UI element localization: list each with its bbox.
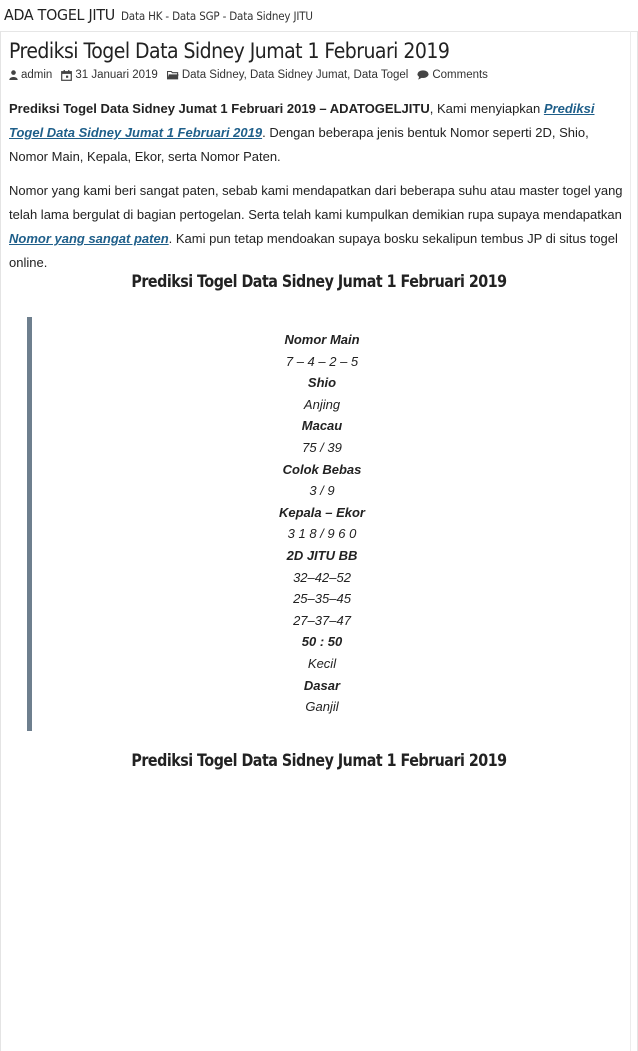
prediction-label: Dasar xyxy=(303,677,341,693)
folder-icon xyxy=(167,70,179,80)
user-icon xyxy=(9,70,18,80)
comment-icon xyxy=(417,70,429,80)
site-title-link[interactable]: ADA TOGEL JITU xyxy=(4,6,115,24)
prediction-label: Nomor Main xyxy=(284,332,360,347)
meta-categories xyxy=(167,69,409,81)
meta-comments[interactable] xyxy=(417,69,488,81)
intro-paragraph xyxy=(9,97,627,169)
intro-text-a: , Kami menyiapkan xyxy=(429,101,544,116)
second-text-a: Nomor yang kami beri sangat paten, sebab kami mendapatkan dari beberapa suhu atau master togel yang telah lama bergulat di bagian pertogelan. Serta telah kami kumpulkan demikian rupa supaya mendapatkan xyxy=(9,183,623,222)
prediction-blockquote xyxy=(34,329,610,718)
prediction-label: 50 : 50 xyxy=(301,634,343,650)
prediction-value: 3 / 9 xyxy=(309,483,335,499)
site-description: Data HK - Data SGP - Data Sidney JITU xyxy=(120,9,313,23)
scrollbar-track[interactable] xyxy=(630,31,638,1051)
nomor-paten-link[interactable]: Nomor yang sangat paten xyxy=(9,231,169,246)
intro-text-b: . Dengan beberapa jenis bentuk Nomor seperti 2D, Shio, Nomor Main, Kepala, Ekor, serta Nomor Paten. xyxy=(9,125,589,164)
site-header xyxy=(0,0,638,32)
meta-author-name[interactable]: admin xyxy=(21,69,53,81)
calendar-icon xyxy=(61,70,72,81)
intro-bold-lead: Prediksi Togel Data Sidney Jumat 1 Februari 2019 – ADATOGELJITU xyxy=(9,101,430,116)
prediction-label: Shio xyxy=(307,375,337,391)
prediction-label: Colok Bebas xyxy=(282,461,362,477)
second-text-b: . Kami pun tetap mendoakan supaya bosku sekalipun tembus JP di situs togel online. xyxy=(9,231,618,270)
meta-categories-text[interactable]: Data Sidney, Data Sidney Jumat, Data Togel xyxy=(181,69,409,81)
prediction-value: 27–37–47 xyxy=(293,612,351,628)
meta-date-text[interactable]: 31 Januari 2019 xyxy=(75,69,158,81)
second-paragraph xyxy=(9,179,627,275)
second-heading: Prediksi Togel Data Sidney Jumat 1 Februari 2019 xyxy=(131,751,507,771)
post-title: Prediksi Togel Data Sidney Jumat 1 Februari 2019 xyxy=(9,39,450,63)
prediction-value: 25–35–45 xyxy=(293,591,351,607)
prediction-value: 7 – 4 – 2 – 5 xyxy=(285,353,359,369)
meta-date[interactable] xyxy=(61,69,157,81)
meta-comments-link[interactable]: Comments xyxy=(432,69,488,81)
prediction-value: Anjing xyxy=(303,396,341,412)
prediction-value: 32–42–52 xyxy=(293,569,351,585)
prediction-value: Kecil xyxy=(307,655,337,671)
prediction-label: Kepala – Ekor xyxy=(279,504,365,520)
prediction-heading: Prediksi Togel Data Sidney Jumat 1 Februari 2019 xyxy=(131,272,507,292)
meta-author[interactable] xyxy=(9,69,52,81)
prediction-value: 75 / 39 xyxy=(302,439,342,455)
post-article xyxy=(9,36,629,275)
prediction-label: Macau xyxy=(301,418,343,434)
prediction-value: Ganjil xyxy=(305,699,339,715)
prediction-label: 2D JITU BB xyxy=(286,547,358,563)
post-meta xyxy=(9,67,629,83)
prediksi-link[interactable]: Prediksi Togel Data Sidney Jumat 1 Februari 2019 xyxy=(9,101,595,140)
prediction-value: 3 1 8 / 9 6 0 xyxy=(287,526,357,542)
blockquote-bar xyxy=(27,317,32,731)
